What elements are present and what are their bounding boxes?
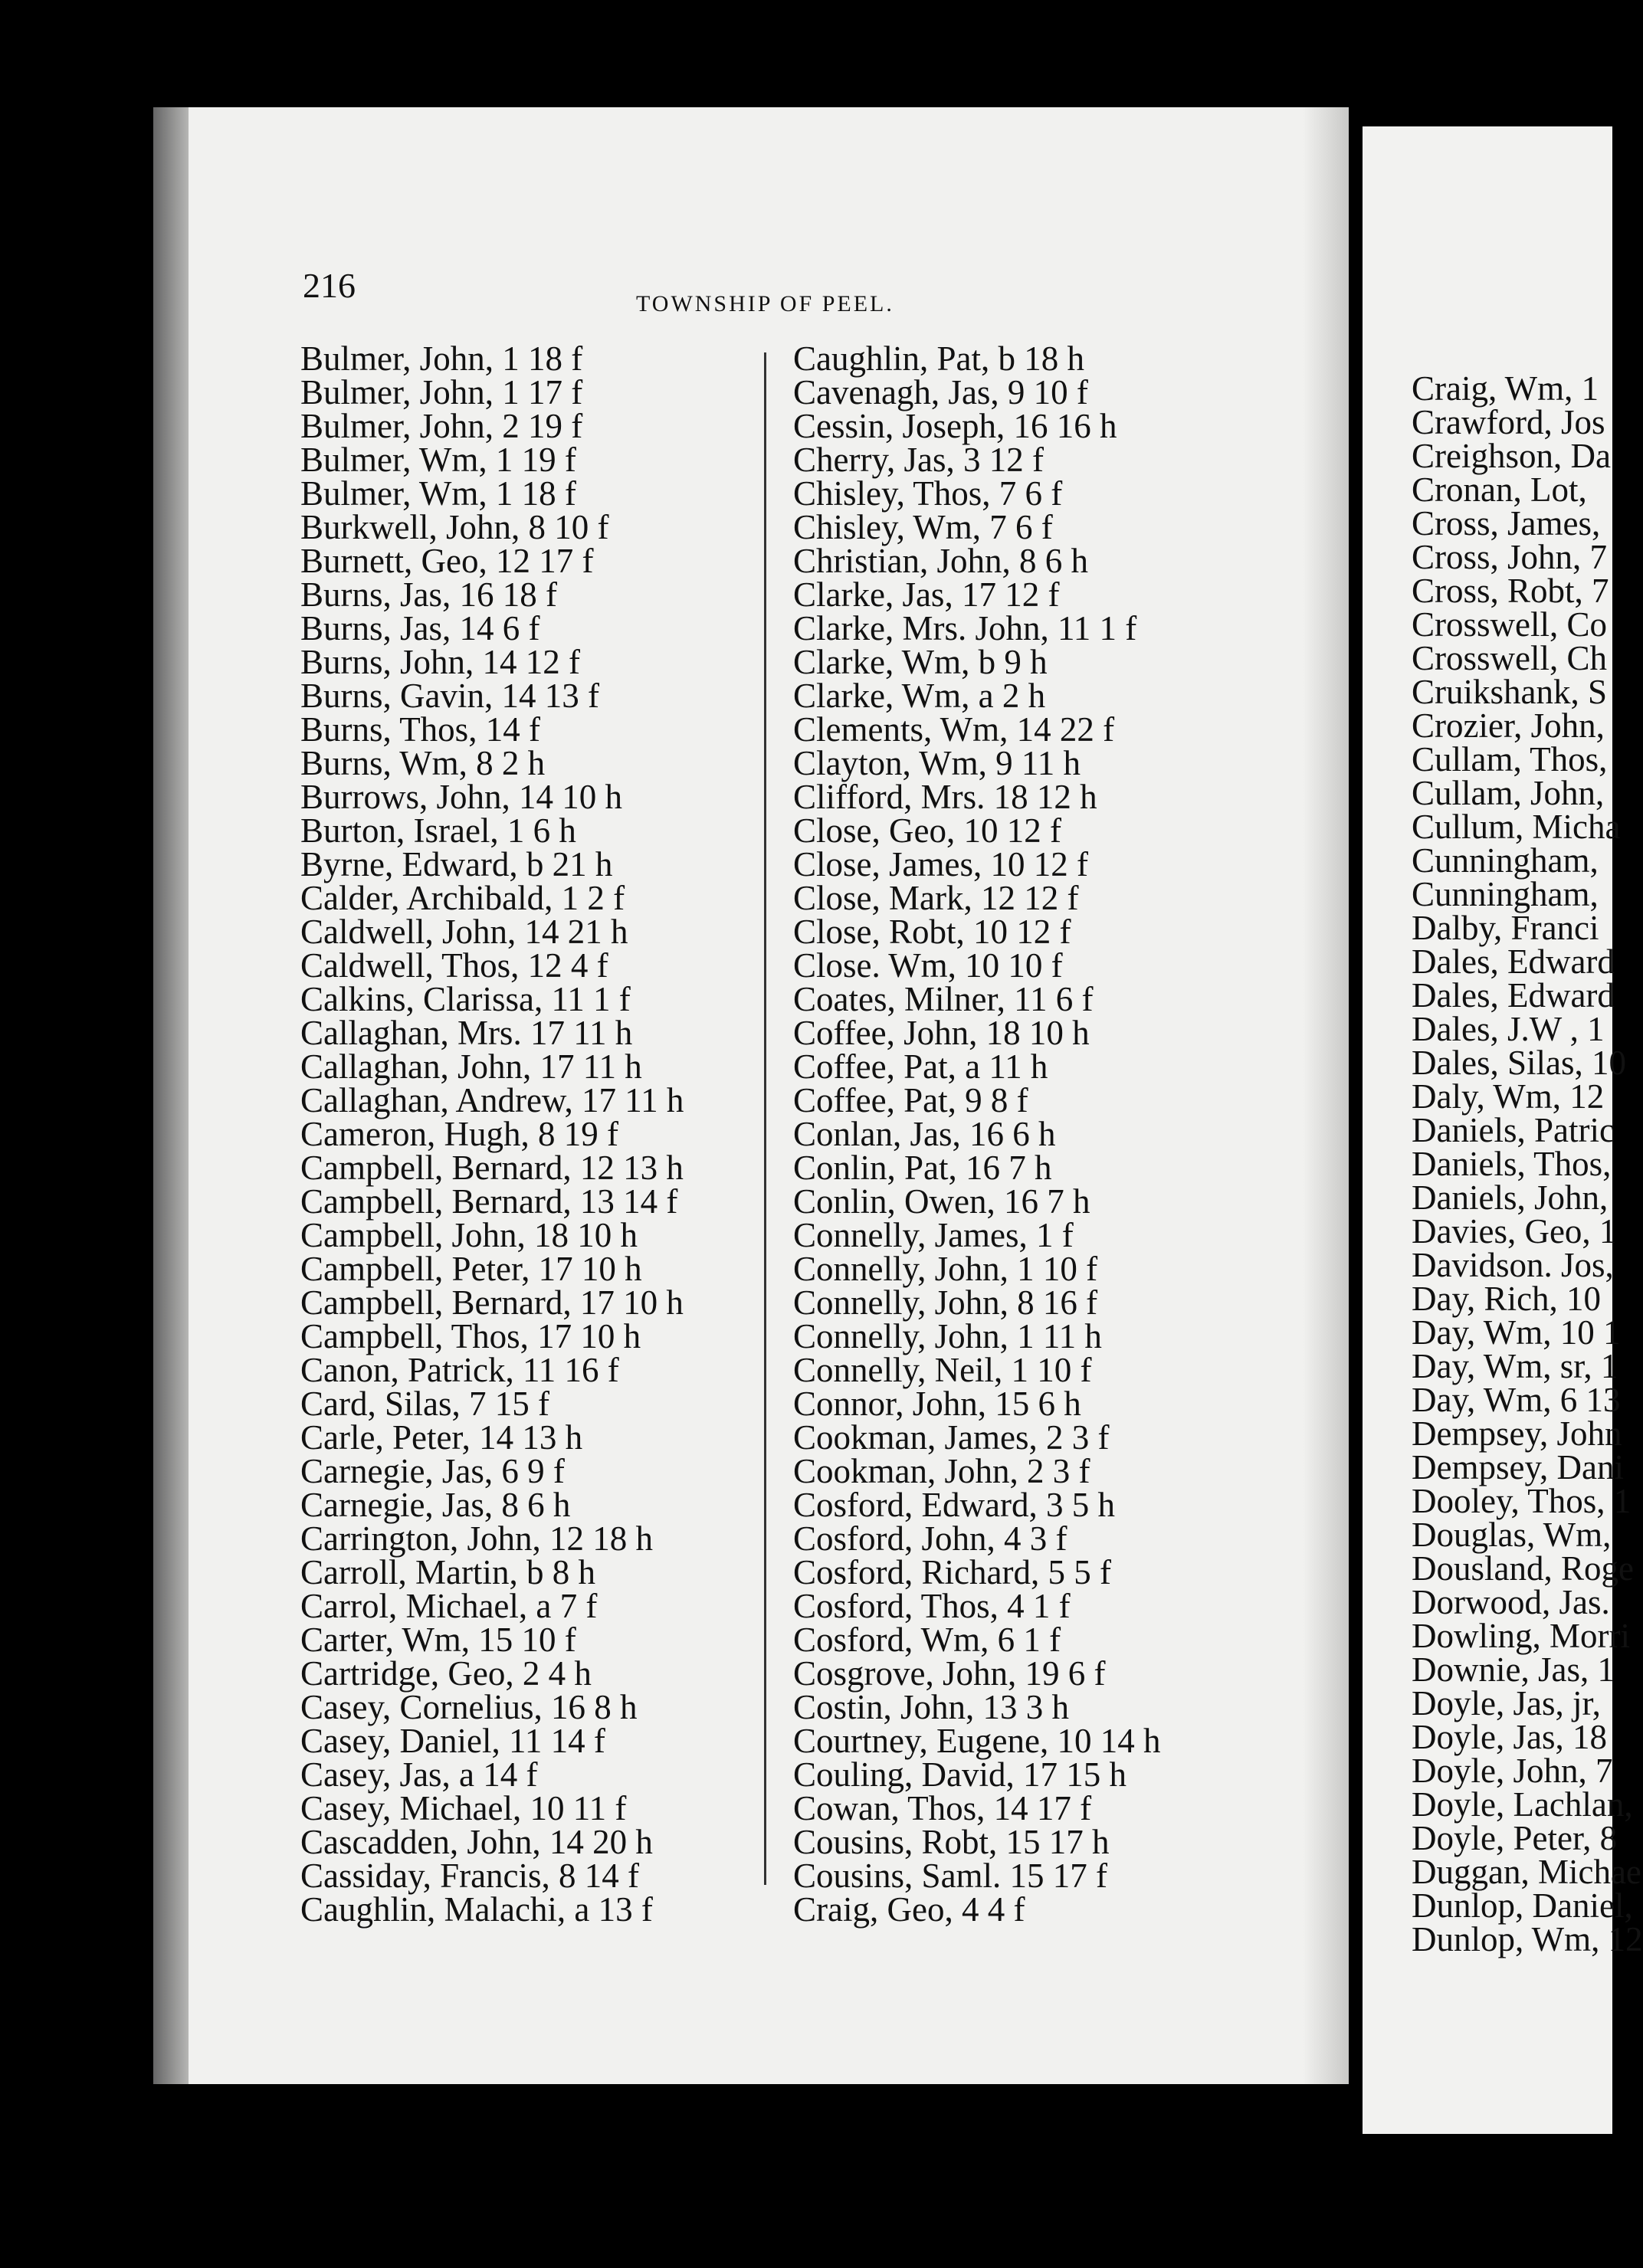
directory-entry: Downie, Jas, 1 — [1412, 1650, 1615, 1689]
directory-entry: Connelly, James, 1 f — [793, 1216, 1074, 1254]
directory-entry: Cosford, John, 4 3 f — [793, 1519, 1067, 1558]
directory-entry: Craig, Geo, 4 4 f — [793, 1890, 1025, 1929]
directory-entry: Campbell, Bernard, 13 14 f — [300, 1182, 678, 1221]
page-number: 216 — [303, 266, 356, 305]
directory-entry: Clarke, Wm, b 9 h — [793, 643, 1048, 681]
directory-entry: Crosswell, Ch — [1412, 639, 1608, 677]
directory-entry: Dousland, Roge — [1412, 1549, 1634, 1588]
directory-entry: Cullam, John, — [1412, 774, 1605, 812]
directory-entry: Carroll, Martin, b 8 h — [300, 1553, 595, 1591]
directory-entry: Cosford, Edward, 3 5 h — [793, 1486, 1115, 1524]
directory-entry: Doyle, John, 7 — [1412, 1752, 1613, 1790]
directory-entry: Casey, Jas, a 14 f — [300, 1755, 538, 1794]
directory-column-left — [300, 339, 684, 1929]
directory-entry: Creighson, Da — [1412, 437, 1611, 475]
directory-entry: Clements, Wm, 14 22 f — [793, 710, 1115, 749]
directory-entry: Coffee, Pat, 9 8 f — [793, 1081, 1028, 1119]
directory-entry: Daniels, Thos, — [1412, 1145, 1612, 1183]
directory-entry: Coates, Milner, 11 6 f — [793, 980, 1094, 1018]
directory-entry: Dooley, Thos, 1 — [1412, 1482, 1632, 1520]
directory-entry: Cavenagh, Jas, 9 10 f — [793, 373, 1088, 411]
directory-entry: Cullam, Thos, — [1412, 740, 1608, 778]
directory-entry: Cross, James, — [1412, 504, 1601, 542]
directory-entry: Callaghan, Mrs. 17 11 h — [300, 1014, 633, 1052]
directory-entry: Daniels, John, — [1412, 1178, 1609, 1217]
directory-entry: Dales, J.W , 1 — [1412, 1010, 1605, 1048]
directory-entry: Cunningham, — [1412, 875, 1599, 913]
directory-column-right-partial — [1412, 369, 1643, 1958]
directory-entry: Clarke, Jas, 17 12 f — [793, 575, 1060, 614]
directory-entry: Casey, Cornelius, 16 8 h — [300, 1688, 638, 1726]
running-title: TOWNSHIP OF PEEL. — [636, 291, 894, 316]
directory-entry: Craig, Wm, 1 — [1412, 369, 1599, 408]
directory-entry: Cruikshank, S — [1412, 673, 1608, 711]
directory-entry: Carter, Wm, 15 10 f — [300, 1621, 576, 1659]
directory-entry: Cassiday, Francis, 8 14 f — [300, 1857, 640, 1895]
directory-entry: Dales, Silas, 10 — [1412, 1044, 1626, 1082]
directory-entry: Carnegie, Jas, 6 9 f — [300, 1452, 565, 1490]
directory-entry: Costin, John, 13 3 h — [793, 1688, 1070, 1726]
directory-entry: Crosswell, Co — [1412, 605, 1608, 644]
directory-entry: Courtney, Eugene, 10 14 h — [793, 1722, 1161, 1760]
directory-entry: Bulmer, John, 1 18 f — [300, 339, 583, 378]
directory-entry: Cross, John, 7 — [1412, 538, 1608, 576]
directory-entry: Cosford, Wm, 6 1 f — [793, 1621, 1061, 1659]
directory-entry: Connelly, John, 1 10 f — [793, 1250, 1098, 1288]
directory-entry: Doyle, Lachlan, — [1412, 1785, 1633, 1824]
directory-entry: Canon, Patrick, 11 16 f — [300, 1351, 619, 1389]
directory-entry: Carle, Peter, 14 13 h — [300, 1418, 583, 1457]
directory-entry: Burns, Thos, 14 f — [300, 710, 540, 749]
directory-entry: Campbell, Bernard, 17 10 h — [300, 1283, 684, 1322]
directory-entry: Cosgrove, John, 19 6 f — [793, 1654, 1106, 1693]
directory-entry: Coffee, John, 18 10 h — [793, 1014, 1090, 1052]
directory-entry: Doyle, Peter, 8 — [1412, 1819, 1618, 1857]
directory-entry: Conlin, Pat, 16 7 h — [793, 1149, 1052, 1187]
directory-entry: Cousins, Robt, 15 17 h — [793, 1823, 1110, 1861]
directory-entry: Calder, Archibald, 1 2 f — [300, 879, 625, 917]
directory-entry: Daniels, Patric — [1412, 1111, 1615, 1149]
directory-entry: Dempsey, Dani — [1412, 1448, 1625, 1486]
directory-entry: Dalby, Franci — [1412, 909, 1599, 947]
directory-entry: Bulmer, Wm, 1 18 f — [300, 474, 576, 513]
directory-entry: Close, Mark, 12 12 f — [793, 879, 1079, 917]
column-divider — [764, 352, 766, 1885]
directory-entry: Cronan, Lot, — [1412, 470, 1587, 509]
directory-entry: Caughlin, Pat, b 18 h — [793, 339, 1084, 378]
directory-entry: Cookman, John, 2 3 f — [793, 1452, 1090, 1490]
directory-entry: Carrol, Michael, a 7 f — [300, 1587, 598, 1625]
directory-entry: Day, Rich, 10 — [1412, 1280, 1602, 1318]
directory-entry: Connelly, John, 8 16 f — [793, 1283, 1098, 1322]
directory-entry: Conlin, Owen, 16 7 h — [793, 1182, 1090, 1221]
directory-entry: Clarke, Wm, a 2 h — [793, 677, 1046, 715]
directory-entry: Campbell, Peter, 17 10 h — [300, 1250, 642, 1288]
directory-entry: Cascadden, John, 14 20 h — [300, 1823, 653, 1861]
directory-entry: Cartridge, Geo, 2 4 h — [300, 1654, 592, 1693]
directory-entry: Dales, Edward — [1412, 942, 1615, 981]
directory-entry: Cullum, Micha — [1412, 808, 1621, 846]
directory-entry: Connelly, Neil, 1 10 f — [793, 1351, 1092, 1389]
directory-entry: Caldwell, John, 14 21 h — [300, 913, 628, 951]
directory-entry: Crawford, Jos — [1412, 403, 1605, 441]
directory-entry: Casey, Daniel, 11 14 f — [300, 1722, 605, 1760]
directory-entry: Coffee, Pat, a 11 h — [793, 1047, 1048, 1086]
directory-entry: Davidson. Jos, — [1412, 1246, 1614, 1284]
binding-shadow — [153, 107, 189, 2084]
directory-entry: Davies, Geo, 1 — [1412, 1212, 1617, 1250]
directory-entry: Burkwell, John, 8 10 f — [300, 508, 609, 546]
directory-entry: Chisley, Thos, 7 6 f — [793, 474, 1063, 513]
directory-entry: Cross, Robt, 7 — [1412, 572, 1609, 610]
directory-column-middle — [793, 339, 1161, 1929]
directory-entry: Casey, Michael, 10 11 f — [300, 1789, 627, 1827]
directory-entry: Cunningham, — [1412, 841, 1599, 880]
directory-entry: Day, Wm, sr, 1 — [1412, 1347, 1618, 1385]
directory-entry: Burrows, John, 14 10 h — [300, 778, 623, 816]
directory-entry: Burns, John, 14 12 f — [300, 643, 581, 681]
directory-entry: Close, Robt, 10 12 f — [793, 913, 1071, 951]
directory-entry: Burton, Israel, 1 6 h — [300, 811, 576, 850]
directory-entry: Cameron, Hugh, 8 19 f — [300, 1115, 618, 1153]
directory-entry: Chisley, Wm, 7 6 f — [793, 508, 1053, 546]
directory-entry: Clifford, Mrs. 18 12 h — [793, 778, 1097, 816]
directory-entry: Card, Silas, 7 15 f — [300, 1385, 549, 1423]
directory-entry: Caughlin, Malachi, a 13 f — [300, 1890, 653, 1929]
directory-entry: Daly, Wm, 12 — [1412, 1077, 1605, 1116]
gutter-shadow — [1303, 107, 1349, 2084]
directory-entry: Byrne, Edward, b 21 h — [300, 845, 613, 883]
directory-entry: Cowan, Thos, 14 17 f — [793, 1789, 1092, 1827]
directory-entry: Day, Wm, 10 1 — [1412, 1313, 1621, 1352]
directory-entry: Dowling, Morri — [1412, 1617, 1630, 1655]
directory-entry: Burns, Wm, 8 2 h — [300, 744, 546, 782]
directory-entry: Crozier, John, — [1412, 706, 1605, 745]
directory-entry: Cousins, Saml. 15 17 f — [793, 1857, 1108, 1895]
directory-entry: Cessin, Joseph, 16 16 h — [793, 407, 1117, 445]
directory-entry: Cosford, Richard, 5 5 f — [793, 1553, 1111, 1591]
directory-entry: Couling, David, 17 15 h — [793, 1755, 1126, 1794]
directory-entry: Close, Geo, 10 12 f — [793, 811, 1061, 850]
directory-entry: Burns, Jas, 14 6 f — [300, 609, 540, 647]
directory-entry: Callaghan, Andrew, 17 11 h — [300, 1081, 684, 1119]
directory-entry: Doyle, Jas, jr, — [1412, 1684, 1601, 1722]
directory-entry: Burns, Jas, 16 18 f — [300, 575, 557, 614]
directory-entry: Cosford, Thos, 4 1 f — [793, 1587, 1071, 1625]
directory-entry: Doyle, Jas, 18 — [1412, 1718, 1607, 1756]
directory-entry: Clayton, Wm, 9 11 h — [793, 744, 1081, 782]
directory-entry: Connor, John, 15 6 h — [793, 1385, 1081, 1423]
directory-entry: Close, James, 10 12 f — [793, 845, 1088, 883]
directory-entry: Cherry, Jas, 3 12 f — [793, 441, 1045, 479]
directory-entry: Dunlop, Wm, 12 — [1412, 1920, 1643, 1958]
directory-entry: Caldwell, Thos, 12 4 f — [300, 946, 608, 985]
directory-entry: Christian, John, 8 6 h — [793, 542, 1089, 580]
directory-entry: Connelly, John, 1 11 h — [793, 1317, 1102, 1355]
directory-entry: Dorwood, Jas. — [1412, 1583, 1610, 1621]
directory-entry: Burnett, Geo, 12 17 f — [300, 542, 594, 580]
directory-entry: Campbell, John, 18 10 h — [300, 1216, 638, 1254]
directory-entry: Bulmer, John, 1 17 f — [300, 373, 583, 411]
directory-entry: Campbell, Thos, 17 10 h — [300, 1317, 641, 1355]
directory-entry: Campbell, Bernard, 12 13 h — [300, 1149, 684, 1187]
directory-entry: Conlan, Jas, 16 6 h — [793, 1115, 1056, 1153]
directory-entry: Callaghan, John, 17 11 h — [300, 1047, 642, 1086]
directory-entry: Dales, Edward — [1412, 976, 1615, 1014]
directory-entry: Duggan, Michae — [1412, 1853, 1641, 1891]
directory-entry: Bulmer, Wm, 1 19 f — [300, 441, 576, 479]
directory-entry: Dempsey, John — [1412, 1414, 1622, 1453]
directory-entry: Bulmer, John, 2 19 f — [300, 407, 583, 445]
directory-entry: Douglas, Wm, — [1412, 1516, 1612, 1554]
directory-entry: Carnegie, Jas, 8 6 h — [300, 1486, 571, 1524]
directory-entry: Carrington, John, 12 18 h — [300, 1519, 653, 1558]
directory-entry: Close. Wm, 10 10 f — [793, 946, 1063, 985]
directory-entry: Cookman, James, 2 3 f — [793, 1418, 1110, 1457]
directory-entry: Burns, Gavin, 14 13 f — [300, 677, 599, 715]
directory-entry: Dunlop, Daniel, — [1412, 1886, 1633, 1925]
directory-entry: Calkins, Clarissa, 11 1 f — [300, 980, 631, 1018]
directory-entry: Day, Wm, 6 13 — [1412, 1381, 1621, 1419]
directory-entry: Clarke, Mrs. John, 11 1 f — [793, 609, 1137, 647]
